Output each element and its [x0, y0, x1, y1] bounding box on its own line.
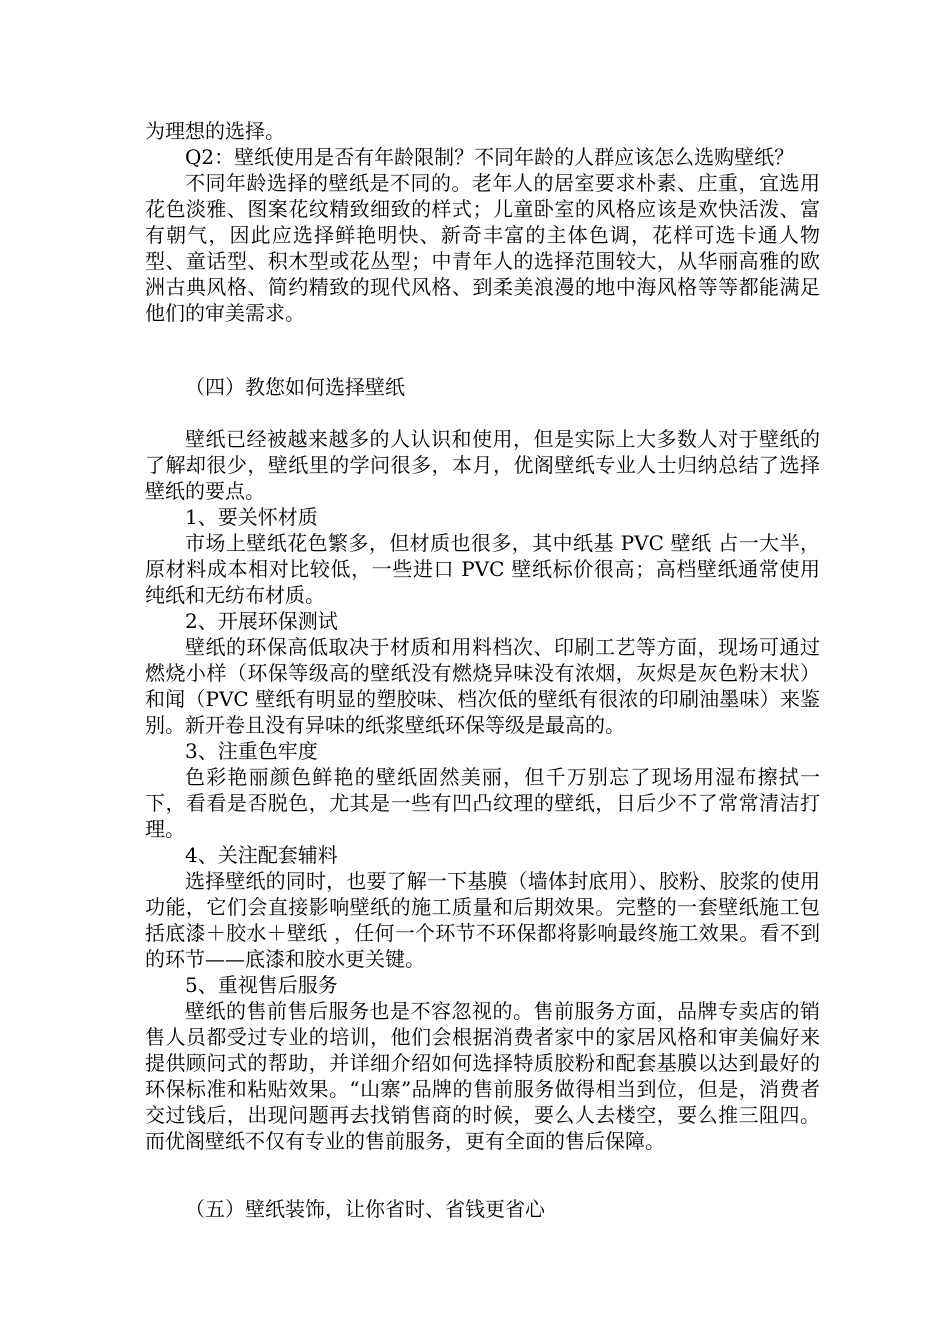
- section-4-intro: 壁纸已经被越来越多的人认识和使用，但是实际上大多数人对于壁纸的了解却很少，壁纸里的学问很多，本月，优阁壁纸专业人士归纳总结了选择壁纸的要点。: [145, 427, 820, 503]
- question-q2: Q2：壁纸使用是否有年龄限制？不同年龄的人群应该怎么选购壁纸？: [185, 145, 795, 169]
- item-3-title: 3、注重色牢度: [185, 739, 318, 763]
- qa-block: [145, 118, 820, 326]
- section-5-heading: （五）壁纸装饰，让你省时、省钱更省心: [185, 1197, 545, 1221]
- section-5-heading-block: [145, 1196, 820, 1222]
- section-4-heading: （四）教您如何选择壁纸: [185, 375, 405, 399]
- answer-q2: 不同年龄选择的壁纸是不同的。老年人的居室要求朴素、庄重，宜选用花色淡雅、图案花纹精致细致的样式；儿童卧室的风格应该是欢快活泼、富有朝气，因此应选择鲜艳明快、新奇丰富的主体色调，花样可选卡通人物型、童话型、积木型或花丛型；中青年人的选择范围较大，从华丽高雅的欧洲古典风格、简约精致的现代风格、到柔美浪漫的地中海风格等等都能满足他们的审美需求。: [145, 171, 820, 325]
- item-1-text: 市场上壁纸花色繁多，但材质也很多，其中纸基 PVC 壁纸 占一大半，原材料成本相对比较低，一些进口 PVC 壁纸标价很高；高档壁纸通常使用纯纸和无纺布材质。: [145, 531, 820, 607]
- item-2-text: 壁纸的环保高低取决于材质和用料档次、印刷工艺等方面，现场可通过燃烧小样（环保等级高的壁纸没有燃烧异味没有浓烟，灰烬是灰色粉末状）和闻（PVC 壁纸有明显的塑胶味、档次低的壁纸有很浓的印刷油墨味）来鉴别。新开卷且没有异味的纸浆壁纸环保等级是最高的。: [145, 635, 820, 737]
- item-3-text: 色彩艳丽颜色鲜艳的壁纸固然美丽，但千万别忘了现场用湿布擦拭一下，看看是否脱色，尤其是一些有凹凸纹理的壁纸，日后少不了常常清洁打理。: [145, 765, 820, 841]
- item-4-title: 4、关注配套辅料: [185, 843, 338, 867]
- item-4-text: 选择壁纸的同时，也要了解一下基膜（墙体封底用）、胶粉、胶浆的使用功能，它们会直接影响壁纸的施工质量和后期效果。完整的一套壁纸施工包括底漆＋胶水＋壁纸 ，任何一个环节不环保都将影响最终施工效果。看不到的环节——底漆和胶水更关键。: [145, 869, 820, 971]
- item-5-title: 5、重视售后服务: [185, 973, 338, 997]
- paragraph-continuation: 为理想的选择。: [145, 119, 285, 143]
- section-4-heading-block: [145, 374, 820, 400]
- item-1-title: 1、要关怀材质: [185, 505, 318, 529]
- item-5-text: 壁纸的售前售后服务也是不容忽视的。售前服务方面，品牌专卖店的销售人员都受过专业的培训，他们会根据消费者家中的家居风格和审美偏好来提供顾问式的帮助，并详细介绍如何选择特质胶粉和配套基膜以达到最好的环保标准和粘贴效果。“山寨”品牌的售前服务做得相当到位，但是，消费者交过钱后，出现问题再去找销售商的时候，要么人去楼空，要么推三阻四。而优阁壁纸不仅有专业的售前服务，更有全面的售后保障。: [145, 999, 820, 1153]
- item-2-title: 2、开展环保测试: [185, 609, 338, 633]
- section-4-body: [145, 426, 820, 1154]
